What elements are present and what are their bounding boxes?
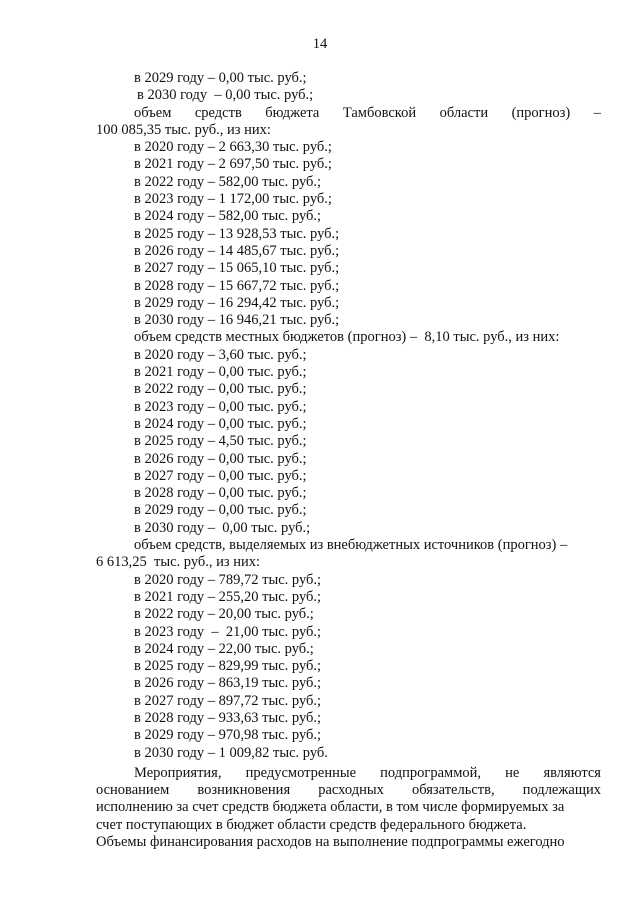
word: бюджета: [265, 104, 320, 121]
closing-line-5: Объемы финансирования расходов на выполнение подпрограммы ежегодно: [96, 834, 565, 851]
year-line: в 2027 году – 0,00 тыс. руб.;: [134, 467, 307, 484]
regional-intro-cont: 100 085,35 тыс. руб., из них:: [96, 121, 271, 138]
year-line: в 2026 году – 14 485,67 тыс. руб.;: [134, 242, 340, 259]
extrabudget-intro-cont: 6 613,25 тыс. руб., из них:: [96, 554, 261, 571]
word: подлежащих: [522, 782, 601, 799]
year-line: в 2028 году – 0,00 тыс. руб.;: [134, 485, 307, 502]
year-line: в 2024 году – 0,00 тыс. руб.;: [134, 415, 307, 432]
closing-line-1: [96, 765, 601, 782]
word: –: [593, 104, 601, 121]
year-line: в 2022 году – 20,00 тыс. руб.;: [134, 606, 314, 623]
year-line: в 2027 году – 897,72 тыс. руб.;: [134, 692, 322, 709]
word: области: [439, 104, 489, 121]
year-line: в 2028 году – 933,63 тыс. руб.;: [134, 709, 322, 726]
year-line: в 2030 году – 0,00 тыс. руб.;: [137, 87, 314, 104]
year-line: в 2021 году – 2 697,50 тыс. руб.;: [134, 156, 332, 173]
local-intro-line: объем средств местных бюджетов (прогноз) – 8,10 тыс. руб., из них:: [134, 329, 560, 346]
year-line: в 2030 году – 0,00 тыс. руб.;: [134, 519, 311, 536]
word: Тамбовской: [342, 104, 417, 121]
page-number: 14: [312, 36, 328, 52]
year-line: в 2030 году – 16 946,21 тыс. руб.;: [134, 312, 340, 329]
year-line: в 2023 году – 21,00 тыс. руб.;: [134, 623, 322, 640]
word: средств: [194, 104, 242, 121]
year-line: в 2029 году – 16 294,42 тыс. руб.;: [134, 294, 340, 311]
year-line: в 2025 году – 829,99 тыс. руб.;: [134, 658, 322, 675]
year-line: в 2021 году – 0,00 тыс. руб.;: [134, 364, 307, 381]
word: предусмотренные: [245, 764, 357, 781]
word: основанием: [96, 782, 170, 799]
year-line: в 2026 году – 0,00 тыс. руб.;: [134, 450, 307, 467]
year-line: в 2029 году – 0,00 тыс. руб.;: [134, 502, 307, 519]
year-line: в 2023 году – 0,00 тыс. руб.;: [134, 398, 307, 415]
word: подпрограммой,: [380, 764, 482, 781]
year-line: в 2028 году – 15 667,72 тыс. руб.;: [134, 277, 340, 294]
regional-intro-line: [96, 105, 601, 122]
word: расходных: [318, 782, 384, 799]
year-line: в 2027 году – 15 065,10 тыс. руб.;: [134, 260, 340, 277]
year-line: в 2029 году – 970,98 тыс. руб.;: [134, 727, 322, 744]
year-line: в 2026 году – 863,19 тыс. руб.;: [134, 675, 322, 692]
year-line: в 2029 году – 0,00 тыс. руб.;: [134, 70, 307, 86]
year-line: в 2022 году – 0,00 тыс. руб.;: [134, 381, 307, 398]
closing-line-3: исполнению за счет средств бюджета области, в том числе формируемых за: [96, 799, 565, 816]
closing-line-4: счет поступающих в бюджет области средств федерального бюджета.: [96, 816, 527, 833]
year-line: в 2020 году – 2 663,30 тыс. руб.;: [134, 139, 332, 156]
year-line: в 2024 году – 22,00 тыс. руб.;: [134, 640, 314, 657]
extrabudget-intro-line: объем средств, выделяемых из внебюджетных источников (прогноз) –: [134, 537, 568, 554]
year-line: в 2025 году – 4,50 тыс. руб.;: [134, 433, 307, 450]
word: Мероприятия,: [134, 764, 222, 781]
year-line: в 2025 году – 13 928,53 тыс. руб.;: [134, 225, 340, 242]
document-body: [96, 70, 601, 851]
word: не: [505, 764, 520, 781]
word: объем: [134, 104, 172, 121]
year-line: в 2021 году – 255,20 тыс. руб.;: [134, 588, 322, 605]
word: (прогноз): [511, 104, 571, 121]
year-line: в 2030 году – 1 009,82 тыс. руб.: [134, 744, 328, 761]
word: возникновения: [197, 782, 291, 799]
year-line: в 2022 году – 582,00 тыс. руб.;: [134, 173, 322, 190]
word: являются: [543, 764, 601, 781]
word: обязательств,: [411, 782, 495, 799]
year-line: в 2024 году – 582,00 тыс. руб.;: [134, 208, 322, 225]
closing-line-2: [96, 782, 601, 799]
year-line: в 2023 году – 1 172,00 тыс. руб.;: [134, 191, 332, 208]
year-line: в 2020 году – 789,72 тыс. руб.;: [134, 571, 322, 588]
year-line: в 2020 году – 3,60 тыс. руб.;: [134, 346, 307, 363]
